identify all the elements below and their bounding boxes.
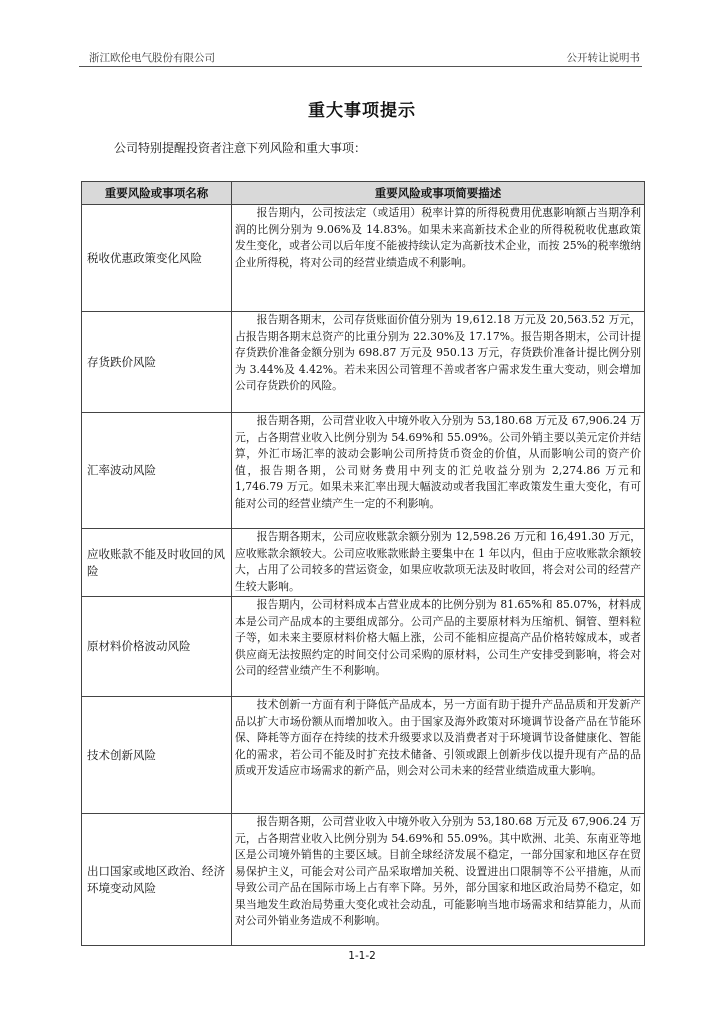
table-row — [82, 312, 645, 413]
page-title: 重大事项提示 — [308, 101, 416, 121]
risk-name-cell: 原材料价格波动风险 — [82, 597, 232, 697]
header-company-name: 浙江欧伦电气股份有限公司 — [89, 52, 215, 64]
risk-table — [81, 181, 645, 946]
risk-name-cell: 技术创新风险 — [82, 697, 232, 814]
page-number: 1-1-2 — [348, 950, 376, 962]
column-header-risk-name: 重要风险或事项名称 — [82, 182, 232, 205]
header-document-type: 公开转让说明书 — [566, 52, 640, 64]
table-header-row — [82, 182, 645, 205]
risk-description-cell: 技术创新一方面有利于降低产品成本，另一方面有助于提升产品品质和开发新产品以扩大市场份额从而增加收入。由于国家及海外政策对环境调节设备产品在节能环保、降耗等方面存在持续的技术升级要求以及消费者对于环境调节设备健康化、智能化的需求，若公司不能及时扩充技术储备、引领或跟上创新步伐以提升现有产品的品质或开发适应市场需求的新产品，则会对公司未来的经营业绩造成重大影响。 — [232, 697, 645, 814]
page-header — [79, 44, 642, 67]
risk-description-cell: 报告期各期末，公司存货账面价值分别为 19,612.18 万元及 20,563.52 万元，占报告期各期末总资产的比重分别为 22.30%及 17.17%。报告期各期末，公司计提存货跌价准备金额分别为 698.87 万元及 950.13 万元，存货跌价准备计提比例分别为 3.44%及 4.42%。若未来因公司管理不善或者客户需求发生重大变动，则会增加公司存货跌价的风险。 — [232, 312, 645, 413]
table-row — [82, 529, 645, 597]
table-row — [82, 814, 645, 946]
risk-description-cell: 报告期内，公司按法定（或适用）税率计算的所得税费用优惠影响额占当期净利润的比例分别为 9.06%及 14.83%。如果未来高新技术企业的所得税税收优惠政策发生变化，或者公司以后年度不能被持续认定为高新技术企业，而按 25%的税率缴纳企业所得税，将对公司的经营业绩造成不利影响。 — [232, 205, 645, 312]
table-row — [82, 413, 645, 529]
table-row — [82, 205, 645, 312]
intro-text: 公司特别提醒投资者注意下列风险和重大事项： — [114, 141, 367, 155]
table-row — [82, 697, 645, 814]
column-header-risk-description: 重要风险或事项简要描述 — [232, 182, 645, 205]
risk-name-cell: 存货跌价风险 — [82, 312, 232, 413]
risk-name-cell: 税收优惠政策变化风险 — [82, 205, 232, 312]
risk-description-cell: 报告期各期末，公司应收账款余额分别为 12,598.26 万元和 16,491.30 万元，应收账款余额较大。公司应收账款账龄主要集中在 1 年以内，但由于应收账款余额较大，占用了公司较多的营运资金，如果应收款项无法及时收回，将会对公司的经营产生较大影响。 — [232, 529, 645, 597]
risk-description-cell: 报告期各期，公司营业收入中境外收入分别为 53,180.68 万元及 67,906.24 万元，占各期营业收入比例分别为 54.69%和 55.09%。其中欧洲、北美、东南亚等地区是公司境外销售的主要区域。目前全球经济发展不稳定，一部分国家和地区存在贸易保护主义，可能会对公司产品采取增加关税、设置进出口限制等不公平措施，从而导致公司产品在国际市场上占有率下降。另外，部分国家和地区政治局势不稳定，如果当地发生政治局势重大变化或社会动乱，可能影响当地市场需求和结算能力，从而对公司外销业务造成不利影响。 — [232, 814, 645, 946]
risk-name-cell: 出口国家或地区政治、经济环境变动风险 — [82, 814, 232, 946]
table-row — [82, 597, 645, 697]
risk-description-cell: 报告期各期，公司营业收入中境外收入分别为 53,180.68 万元及 67,906.24 万元，占各期营业收入比例分别为 54.69%和 55.09%。公司外销主要以美元定价并结算，外汇市场汇率的波动会影响公司所持货币资金的价值，从而影响公司的资产价值，报告期各期，公司财务费用中列支的汇兑收益分别为 2,274.86 万元和 1,746.79 万元。如果未来汇率出现大幅波动或者我国汇率政策发生重大变化，有可能对公司的经营业绩产生一定的不利影响。 — [232, 413, 645, 529]
risk-description-cell: 报告期内，公司材料成本占营业成本的比例分别为 81.65%和 85.07%，材料成本是公司产品成本的主要组成部分。公司产品的主要原材料为压缩机、铜管、塑料粒子等，如未来主要原材料价格大幅上涨，公司不能相应提高产品价格转嫁成本，或者供应商无法按照约定的时间交付公司采购的原材料，公司生产安排受到影响，将会对公司的经营业绩产生不利影响。 — [232, 597, 645, 697]
risk-name-cell: 应收账款不能及时收回的风险 — [82, 529, 232, 597]
risk-name-cell: 汇率波动风险 — [82, 413, 232, 529]
